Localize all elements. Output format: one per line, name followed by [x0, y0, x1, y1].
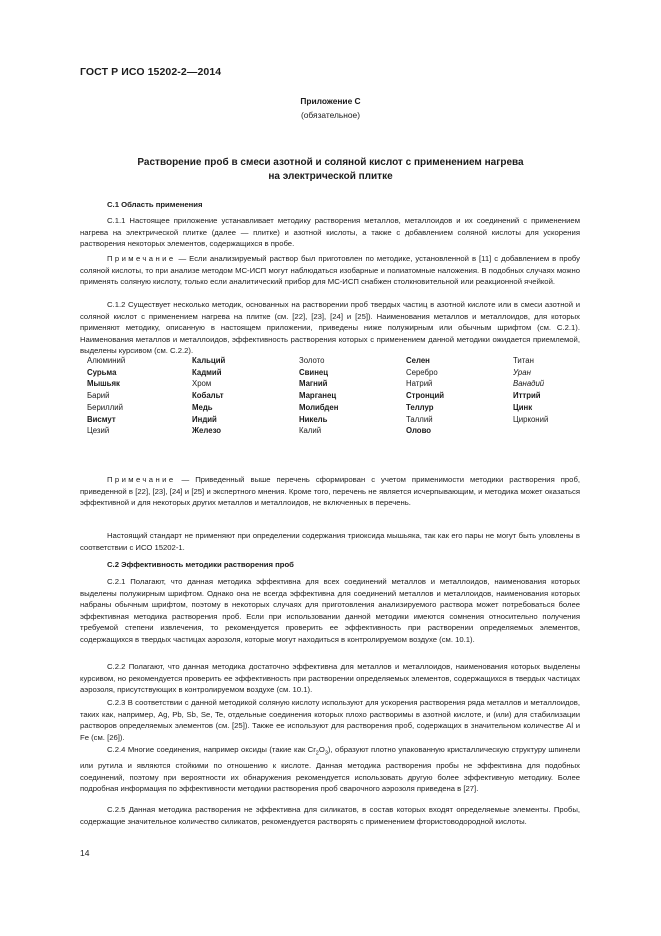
note-2-label: Примечание: [107, 475, 176, 484]
element-name: Магний: [299, 379, 328, 389]
element-name: Молибден: [299, 402, 339, 412]
paragraph-c11: С.1.1 Настоящее приложение устанавливает методику растворения металлов, металлоидов и их соединений с применением нагрева на электрической плитке (далее — плитке) и азотной кислоты, а также с добавлением соляной кислоты для ускорения растворения некоторых элементов, содержащихся в пробе.: [80, 216, 580, 249]
element-name: Стронций: [406, 391, 445, 401]
element-column-1: [87, 355, 125, 437]
element-name: Иттрий: [513, 391, 541, 401]
element-name: Цезий: [87, 426, 110, 436]
paragraph-c24-start: С.2.4 Многие соединения, например оксиды (такие как Cr: [107, 745, 316, 754]
element-name: Селен: [406, 356, 430, 365]
subscript-2: 2: [315, 750, 319, 757]
element-name: Калий: [299, 426, 322, 436]
note-2-text: — Приведенный выше перечень сформирован с учетом применимости методики растворения проб, приведенной в [22], [23], [24] и [25] и экспертного мнения. Кроме того, перечень не является исчерпывающим, и методика может оказаться эффективной и для некоторых других металлов и металлоидов, не включенных в перечень.: [80, 475, 580, 508]
standard-header: ГОСТ Р ИСО 15202-2—2014: [80, 66, 222, 78]
element-name: Медь: [192, 402, 213, 412]
element-name: Алюминий: [87, 356, 126, 365]
paragraph-trioxide: Настоящий стандарт не применяют при определении содержания триоксида мышьяка, так как его пары не могут быть уловлены в соответствии с ИСО 15202-1.: [80, 531, 580, 552]
paragraph-c25: С.2.5 Данная методика растворения не эффективна для силикатов, в состав которых входят определяемые элементы. Пробы, содержащие значительное количество силикатов, рекомендуется растворять с применением фтористоводородной кислоты.: [80, 805, 580, 826]
element-name: Висмут: [87, 414, 116, 424]
element-name: Кобальт: [192, 391, 224, 401]
document-title-line-2: на электрической плитке: [268, 171, 393, 182]
element-name: Ванадий: [513, 379, 545, 389]
element-name: Марганец: [299, 391, 337, 401]
appendix-title: Приложение С: [300, 96, 361, 106]
element-name: Натрий: [406, 379, 433, 389]
element-list: [87, 355, 582, 465]
note-1-text: — Если анализируемый раствор был приготовлен по методике, установленной в [11] с добавлением в пробу соляной кислоты, то при анализе методом МС-ИСП могут наблюдаться изобарные и полиатомные наложения. В подобных случаях можно применять соляную кислоту, только если аналитический прибор для МС-ИСП снабжен столкновительной или реакционной ячейкой.: [80, 254, 580, 287]
element-column-5: [513, 355, 548, 425]
element-column-2: [192, 355, 225, 437]
element-name: Барий: [87, 391, 110, 401]
section-heading-c2: С.2 Эффективность методики растворения проб: [107, 560, 294, 569]
document-title: [80, 156, 581, 184]
paragraph-c22: С.2.2 Полагают, что данная методика достаточно эффективна для металлов и металлоидов, наименования которых выделены курсивом, но рекомендуется проверить ее эффективность при растворении определяемых элементов, содержащихся в твердых частицах аэрозоля, присутствующих в контролируемом воздухе (см. 10.1).: [80, 662, 580, 695]
document-title-line-1: Растворение проб в смеси азотной и соляной кислот с применением нагрева: [137, 157, 524, 168]
element-name: Кадмий: [192, 367, 222, 377]
element-name: Сурьма: [87, 367, 117, 377]
subscript-3: 3: [324, 750, 328, 757]
paragraph-c24: [80, 744, 580, 795]
paragraph-c23: С.2.3 В соответствии с данной методикой соляную кислоту используют для ускорения растворения ряда металлов и металлоидов, таких как, например, Ag, Pb, Sb, Se, Te, отдельные соединения которых плохо растворимы в азотной кислоте, и (или) для стабилизации растворов определяемых элементов (см. [25]). Также ее используют для растворения проб, содержащих в значительном количестве Al и Fe (см. [26]).: [80, 698, 580, 742]
note-1-label: Примечание: [107, 254, 176, 263]
element-name: Свинец: [299, 367, 329, 377]
note-1: [80, 253, 580, 288]
element-name: Кальций: [192, 356, 226, 365]
element-column-4: [406, 355, 444, 437]
element-name: Хром: [192, 379, 212, 389]
element-name: Индий: [192, 414, 217, 424]
element-name: Цинк: [513, 402, 533, 412]
element-name: Мышьяк: [87, 379, 120, 389]
element-name: Железо: [192, 426, 222, 436]
paragraph-c12: С.1.2 Существует несколько методик, основанных на растворении проб твердых частиц в азотной кислоте или в смеси азотной и соляной кислот с применением нагрева на плитке (см. [22], [23], [24] и [25]). Наименования металлов и металлоидов, для которых применяют методику, описанную в настоящем приложении, приведены ниже полужирным или обычным шрифтом (см. С.2.1). Наименования металлов и металлоидов, эффективность растворения которых с применением данной методики ожидается приемлемой, выделены курсивом (см. С.2.2).: [80, 300, 580, 356]
element-name: Серебро: [406, 367, 438, 377]
element-name: Цирконий: [513, 414, 549, 424]
paragraph-c21: С.2.1 Полагают, что данная методика эффективна для всех соединений металлов и металлоидов, наименования которых выделены полужирным шрифтом. Однако она не всегда эффективна для соединений металлов и металлоидов, наименования которых набраны обычным шрифтом, поэтому в некоторых случаях для приготовления анализируемого раствора может потребоваться более эффективная методика растворения проб. Если при использовании данной методики имеются сомнения относительно получения требуемой степени извлечения, то рекомендуется проверить ее эффективность при растворении определяемых элементов, содержащихся в твердых частицах аэрозоля, которые могут находиться в контролируемом воздухе (см. 10.1).: [80, 577, 580, 644]
section-heading-c1: С.1 Область применения: [107, 200, 203, 209]
element-name: Уран: [513, 367, 531, 377]
note-2: [80, 474, 580, 509]
paragraph-c24-rest: ), образуют плотно упакованную кристаллическую структуру шпинели или рутила и являются стойкими по отношению к кислоте. Данная методика растворения пробы не эффективна для подобных соединений, поэтому при вероятности их обнаружения рекомендуется использовать другую более эффективную методику. Более подробная информация по эффективности методики растворения проб сварочного аэрозоля приведена в [27].: [80, 745, 580, 794]
oxygen-symbol: O: [318, 745, 325, 754]
element-name: Золото: [299, 356, 325, 365]
element-name: Никель: [299, 414, 328, 424]
appendix-subtitle: (обязательное): [300, 110, 360, 120]
element-column-3: [299, 355, 338, 437]
element-name: Олово: [406, 426, 432, 436]
page-number: 14: [80, 848, 90, 858]
element-name: Бериллий: [87, 402, 123, 412]
element-name: Таллий: [406, 414, 433, 424]
element-name: Титан: [513, 356, 534, 365]
element-name: Теллур: [406, 402, 434, 412]
